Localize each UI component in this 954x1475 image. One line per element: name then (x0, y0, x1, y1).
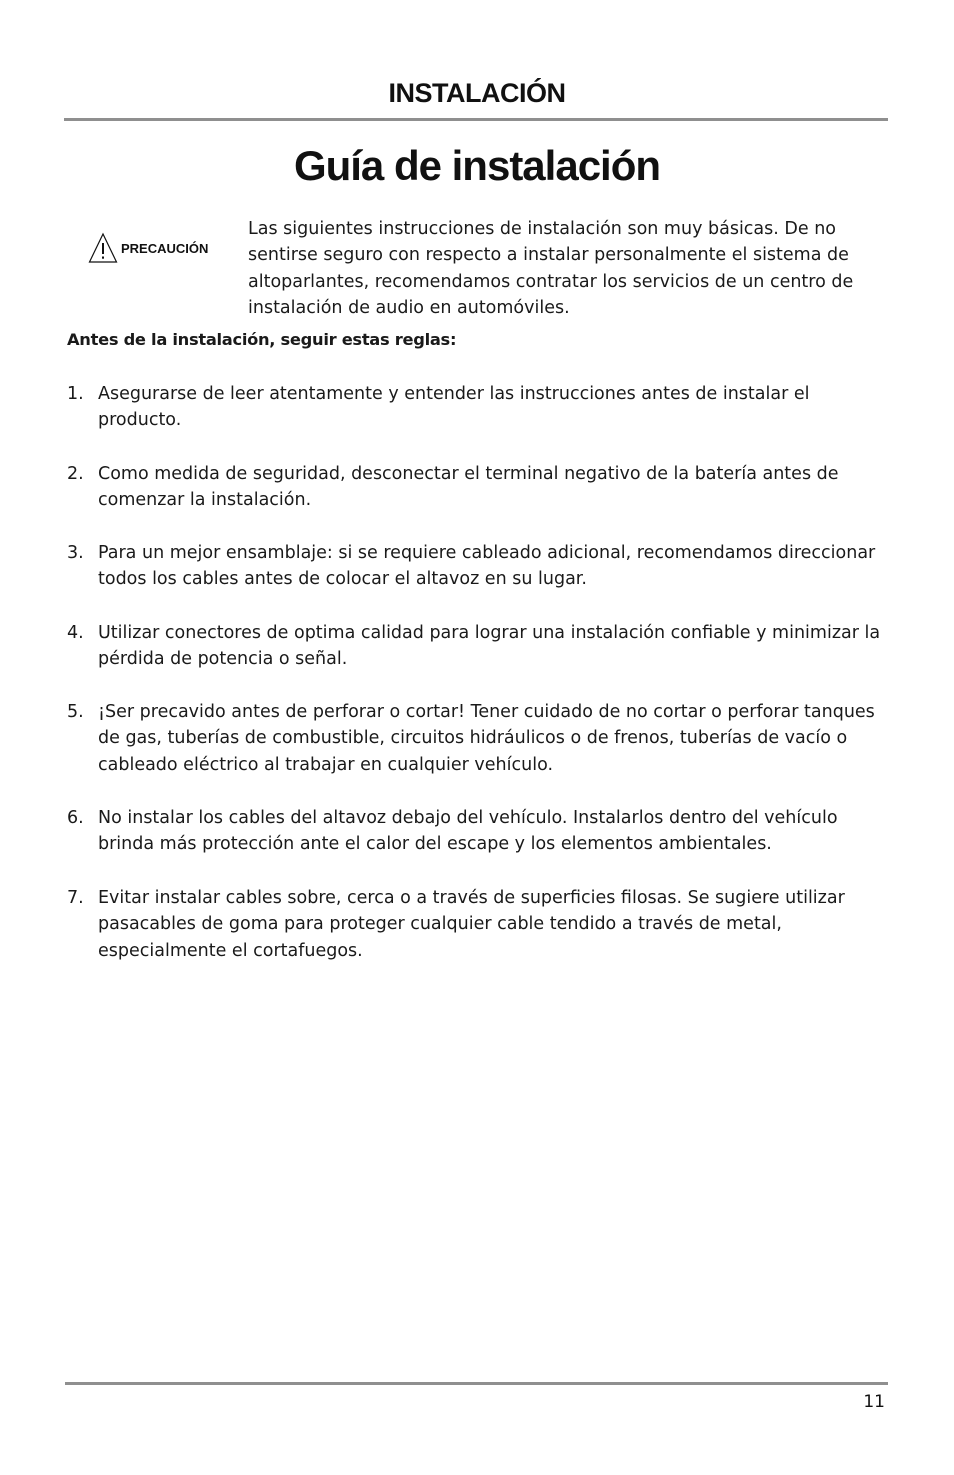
step-number: 6. (67, 808, 84, 828)
step-number: 5. (67, 702, 84, 722)
warning-triangle-icon (88, 232, 118, 264)
list-item (67, 805, 889, 858)
step-text: Para un mejor ensamblaje: si se requiere cableado adicional, recomendamos direccionar todos los cables antes de colocar el altavoz en su lugar. (98, 543, 876, 590)
step-text: Utilizar conectores de optima calidad para lograr una instalación confiable y minimizar la pérdida de potencia o señal. (98, 623, 881, 670)
step-number: 2. (67, 464, 84, 484)
step-text: No instalar los cables del altavoz debajo del vehículo. Instalarlos dentro del vehículo brinda más protección ante el calor del escape y los elementos ambientales. (98, 808, 838, 855)
step-number: 3. (67, 543, 84, 563)
list-item (67, 540, 889, 593)
caution-badge (88, 232, 208, 264)
step-text: Evitar instalar cables sobre, cerca o a través de superficies filosas. Se sugiere utilizar pasacables de goma para proteger cualquier cable tendido a través de metal, especialmente el cortafuegos. (98, 888, 845, 961)
header-divider (64, 118, 888, 121)
caution-label: PRECAUCIÓN (121, 240, 209, 256)
step-number: 1. (67, 384, 84, 404)
list-item (67, 699, 889, 778)
section-header: INSTALACIÓN (388, 78, 566, 108)
step-text: Como medida de seguridad, desconectar el terminal negativo de la batería antes de comenzar la instalación. (98, 464, 839, 511)
list-item (67, 620, 889, 673)
step-text: ¡Ser precavido antes de perforar o cortar! Tener cuidado de no cortar o perforar tanques de gas, tuberías de combustible, circuitos hidráulicos o de frenos, tuberías de vacío o cableado eléctrico al trabajar en cualquier vehículo. (98, 702, 875, 775)
caution-text: Las siguientes instrucciones de instalación son muy básicas. De no sentirse seguro con respecto a instalar personalmente el sistema de altoparlantes, recomendamos contratar los servicios de un centro de instalación de audio en automóviles. (248, 219, 854, 318)
list-item (67, 381, 889, 434)
rules-heading: Antes de la instalación, seguir estas reglas: (67, 330, 457, 349)
step-text: Asegurarse de leer atentamente y entender las instrucciones antes de instalar el producto. (98, 384, 810, 431)
list-item (67, 885, 889, 964)
step-number: 4. (67, 623, 84, 643)
footer-divider (65, 1382, 888, 1385)
step-number: 7. (67, 888, 84, 908)
page-title: Guía de instalación (293, 142, 661, 189)
list-item (67, 461, 889, 514)
page-number: 11 (863, 1392, 885, 1412)
